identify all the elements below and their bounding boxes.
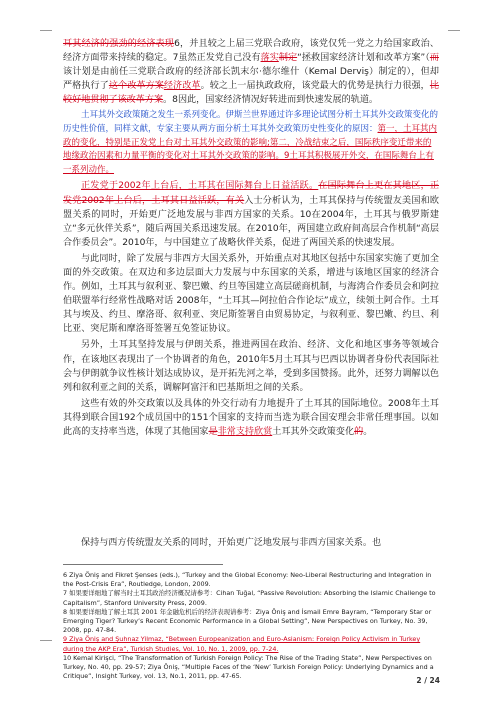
body-text: 7虽然正发党自己没有	[172, 53, 261, 64]
inserted-text: 经济改革	[163, 81, 201, 92]
comment-text-underlined: 第一，土耳其内政的变化，特别是正发党上台对土耳其外交政策的影响;第二，冷战结束之后，国际秩序变迁带来的地缘政治因素和力量平衡的变化对土耳其外交政策的影响。	[63, 124, 438, 162]
document-body	[63, 37, 439, 441]
body-text: “拯救国家经济计划和改革方案”（	[297, 53, 430, 64]
footnote-8: 8 如果要详细地了解土耳其 2001 年金融危机后的经济表现请参考：Ziya Öniş and İsmail Emre Bayram, “Temporary Star or Emerging Tiger? Turkey’s Recent Economic Performance in a Global Setting”, New Perspectives on Turkey, No. 39, 2008, pp. 47-84.	[63, 607, 432, 635]
footnote-6: 6 Ziya Öniş and Fikret Şenses (eds.), “Turkey and the Global Economy: Neo-Liberal Restructuring and Integration in the Post-Crisis Era”, Routledge, London, 2009.	[63, 571, 432, 589]
deleted-text: 耳其经济的强劲的经济表现	[63, 39, 175, 49]
page-number: 2 / 24	[416, 676, 440, 685]
body-text: 土耳其外交政策变化	[272, 427, 355, 438]
footnote-7: 7 如果要详细地了解当时土耳其政治经济概况请参考：Cihan Tuğal, “Passive Revolution: Absorbing the Islamic Challenge to Capitalism”, Stanford University Press, 2009.	[63, 589, 436, 607]
deleted-text: 比较好地贯彻了该改革方案	[63, 81, 439, 106]
body-text: 6，并且较之上届三党联合政府，该党仅凭一党之力给国家政治、经济方面带来持续的稳定。	[63, 39, 439, 64]
inserted-text: 非常	[217, 427, 236, 438]
footnotes	[63, 556, 439, 681]
review-comment	[63, 109, 439, 177]
body-text: 这些有效的外交政策以及具体的外交行动有力地提升了土耳其的国际地位。2008年土耳其得到联合国192个成员国中的151个国家的支持而当选为联合国安理会非常任理事国。以如此高的支持率当选，体现了其他国家	[63, 398, 439, 438]
paragraph-economy	[63, 37, 439, 107]
body-text: 。	[363, 427, 373, 438]
paragraph-middle-east: 与此同时，除了发展与非西方大国关系外，开始重点对其地区包括中东国家实施了更加全面的外交政策。在双边和多边层面大力发展与中东国家的关系，增进与该地区国家的经济合作。例如，土耳其与叙利亚、黎巴嫩、约旦等国建立高层磋商机制，与海湾合作委员会和阿拉伯联盟举行经常性战略对话 2008年，“土耳其—阿拉伯合作论坛”成立，续领土阿合作。土耳其与埃及、约旦、摩洛哥、叙利亚、突尼斯签署自由贸易协定，与叙利亚、黎巴嫩、约旦、利比亚、突尼斯和摩洛哥签署互免签证协议。	[63, 253, 439, 335]
footnote-separator	[63, 564, 223, 565]
paragraph-west-ties: 保持与西方传统盟友关系的同时，开始更广泛地发展与非西方国家关系。也	[81, 538, 382, 548]
comment-text-underlined: 9土耳其积极展开外交，在国际舞台上有一系列动作。	[63, 151, 434, 175]
body-text: 8因此，国家经济情况好转进而到快速发展的轨道。	[172, 95, 379, 106]
footnote-10: 10 Kemal Kirişci, “The Transformation of Turkish Foreign Policy: The Rise of the Trading State”, New Perspectives on Turkey, No. 40, pp. 29-57; Ziya Öniş, “Multiple Faces of the ‘New’ Turkish Foreign Policy: Underlying Dynamics and a Critique”, Insight Turkey, vol. 13, No.1, 2011, pp. 47-65.	[63, 653, 434, 681]
deleted-text: 的	[354, 427, 364, 438]
paragraph-iran: 另外，土耳其坚持发展与伊朗关系，推进两国在政治、经济、文化和地区事务等领域合作，在该地区表现出了一个协调者的角色，2010年5月土耳其与巴西以协调者身份代表国际社会与伊朗就争议性核计划达成协议，是开拓先河之举，受到多国赞扬。此外，还努力调解以色列和叙利亚之间的关系，调解阿富汗和巴基斯坦之间的关系。	[63, 340, 439, 393]
body-text: 。	[163, 95, 173, 106]
crop-mark-top-right	[448, 30, 460, 31]
paragraph-un-seat	[63, 397, 439, 439]
inserted-text: 正发党于2002年上台后，土耳其在国际舞台上日益活跃。	[81, 181, 319, 192]
footnote-9: 9 Ziya Öniş and Şuhnaz Yilmaz, “Between Europeanization and Euro-Asianism: Foreign Policy Activism in Turkey during the AKP Era”, Turkish Studies, Vol. 10, No. 1, 2009, pp. 7-24.	[63, 635, 421, 653]
deleted-text: 在国际舞台上更在其地区，正发党2002年上台后，土耳其日益活跃，有关	[63, 181, 439, 206]
paragraph-akp	[63, 179, 439, 249]
body-text: 入士分析认为，土耳其保持与传统盟友美国和欧盟关系的同时，开始更广泛地发展与非西方国家的关系。	[63, 195, 439, 220]
body-text: 。较之上一届执政政府，该党最大的优势是执行力很强，	[200, 81, 430, 92]
inserted-text: 支持欣赏	[235, 427, 273, 438]
crop-mark-top-left	[40, 30, 52, 31]
deleted-text: 这个改革方案	[108, 81, 164, 92]
deleted-text: 是	[208, 427, 218, 438]
deleted-text: 制定	[278, 53, 298, 64]
crop-mark-bottom-left	[40, 640, 52, 641]
body-text: 10在2004年，土耳其与俄罗斯建立“多元伙伴关系”，随后两国关系迅速发展。在2010年，两国建立政府间高层合作机制“高层合作委员会”。2010年，与中国建立了战略伙伴关系，促进了两国关系的快速发展。	[63, 209, 439, 248]
comment-text: 土耳其外交政策随之发生一系列变化。伊斯兰世界通过许多理论试图分析土耳其外交政策变化的历史性价值，同样文献，专家主要从两方面分析土耳其外交政策历史性变化的原因：	[63, 110, 439, 135]
deleted-text: 而	[429, 53, 439, 64]
body-text: 该计划是由前任三党联合政府的经济部长凯末尔·德尔维什（Kemal Derviş）制定的），但却严格执行了	[63, 67, 439, 92]
inserted-text: 落实	[260, 53, 279, 64]
